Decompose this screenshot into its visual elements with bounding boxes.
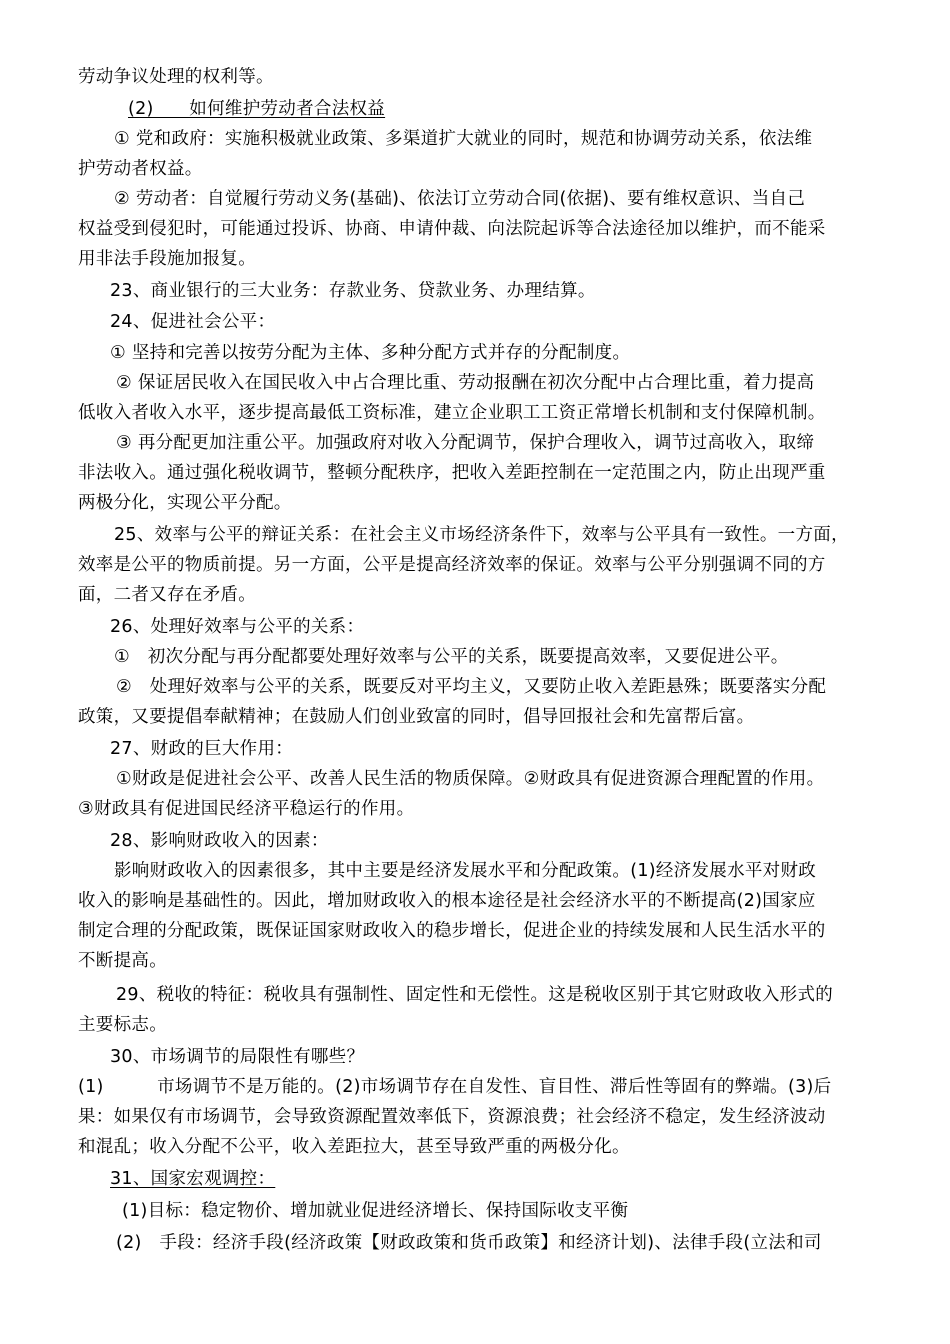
section-heading: 31、国家宏观调控： xyxy=(110,1169,276,1189)
text-line: 主要标志。 xyxy=(78,1015,167,1035)
text-line: 非法收入。通过强化税收调节，整顿分配秩序，把收入差距控制在一定范围之内，防止出现严重 xyxy=(78,463,826,483)
text-line: 27、财政的巨大作用： xyxy=(110,739,294,759)
text-line: (2) 手段：经济手段(经济政策【财政政策和货币政策】和经济计划)、法律手段(立法和司 xyxy=(116,1233,822,1253)
text-line: 收入的影响是基础性的。因此，增加财政收入的根本途径是社会经济水平的不断提高(2)国家应 xyxy=(78,891,816,911)
text-line: 权益受到侵犯时，可能通过投诉、协商、申请仲裁、向法院起诉等合法途径加以维护，而不能采 xyxy=(78,219,826,239)
text-line: 制定合理的分配政策，既保证国家财政收入的稳步增长，促进企业的持续发展和人民生活水平的 xyxy=(78,921,826,941)
section-heading: (2) 如何维护劳动者合法权益 xyxy=(128,99,386,119)
text-line: 28、影响财政收入的因素： xyxy=(110,831,329,851)
text-line: 25、效率与公平的辩证关系：在社会主义市场经济条件下，效率与公平具有一致性。一方面， xyxy=(114,525,849,545)
text-line: 影响财政收入的因素很多，其中主要是经济发展水平和分配政策。(1)经济发展水平对财政 xyxy=(114,861,817,881)
text-line: 26、处理好效率与公平的关系： xyxy=(110,617,365,637)
text-line: 23、商业银行的三大业务：存款业务、贷款业务、办理结算。 xyxy=(110,281,596,301)
text-line: 两极分化，实现公平分配。 xyxy=(78,493,292,513)
text-line: 用非法手段施加报复。 xyxy=(78,249,256,269)
text-line: 果：如果仅有市场调节，会导致资源配置效率低下，资源浪费；社会经济不稳定，发生经济波动 xyxy=(78,1107,826,1127)
text-line: 劳动争议处理的权利等。 xyxy=(78,67,274,87)
text-line: 低收入者收入水平，逐步提高最低工资标准，建立企业职工工资正常增长机制和支付保障机制。 xyxy=(78,403,826,423)
text-line: 不断提高。 xyxy=(78,951,167,971)
text-line: ③财政具有促进国民经济平稳运行的作用。 xyxy=(78,799,415,819)
text-line: 24、促进社会公平： xyxy=(110,312,276,332)
text-line: ① 坚持和完善以按劳分配为主体、多种分配方式并存的分配制度。 xyxy=(110,343,631,363)
text-line: 效率是公平的物质前提。另一方面，公平是提高经济效率的保证。效率与公平分别强调不同的方 xyxy=(78,555,826,575)
text-line: ① 党和政府：实施积极就业政策、多渠道扩大就业的同时，规范和协调劳动关系，依法维 xyxy=(114,129,813,149)
text-line: ② 劳动者：自觉履行劳动义务(基础)、依法订立劳动合同(依据)、要有维权意识、当自己 xyxy=(114,189,806,209)
text-line: ③ 再分配更加注重公平。加强政府对收入分配调节，保护合理收入，调节过高收入，取缔 xyxy=(116,433,815,453)
text-line: 面，二者又存在矛盾。 xyxy=(78,585,256,605)
text-line: ② 保证居民收入在国民收入中占合理比重、劳动报酬在初次分配中占合理比重，着力提高 xyxy=(116,373,815,393)
text-line: (1)目标：稳定物价、增加就业促进经济增长、保持国际收支平衡 xyxy=(122,1201,629,1221)
text-line: (1) 市场调节不是万能的。(2)市场调节存在自发性、盲目性、滞后性等固有的弊端。(3)后 xyxy=(78,1077,832,1097)
text-line: ① 初次分配与再分配都要处理好效率与公平的关系，既要提高效率，又要促进公平。 xyxy=(114,647,789,667)
text-line: 政策，又要提倡奉献精神；在鼓励人们创业致富的同时，倡导回报社会和先富帮后富。 xyxy=(78,707,755,727)
text-line: 29、税收的特征：税收具有强制性、固定性和无偿性。这是税收区别于其它财政收入形式的 xyxy=(116,985,834,1005)
text-line: 和混乱；收入分配不公平，收入差距拉大，甚至导致严重的两极分化。 xyxy=(78,1137,630,1157)
text-line: ①财政是促进社会公平、改善人民生活的物质保障。②财政具有促进资源合理配置的作用。 xyxy=(116,769,825,789)
text-line: 护劳动者权益。 xyxy=(78,159,203,179)
text-line: 30、市场调节的局限性有哪些？ xyxy=(110,1047,365,1067)
text-line: ② 处理好效率与公平的关系，既要反对平均主义，又要防止收入差距悬殊；既要落实分配 xyxy=(116,677,827,697)
